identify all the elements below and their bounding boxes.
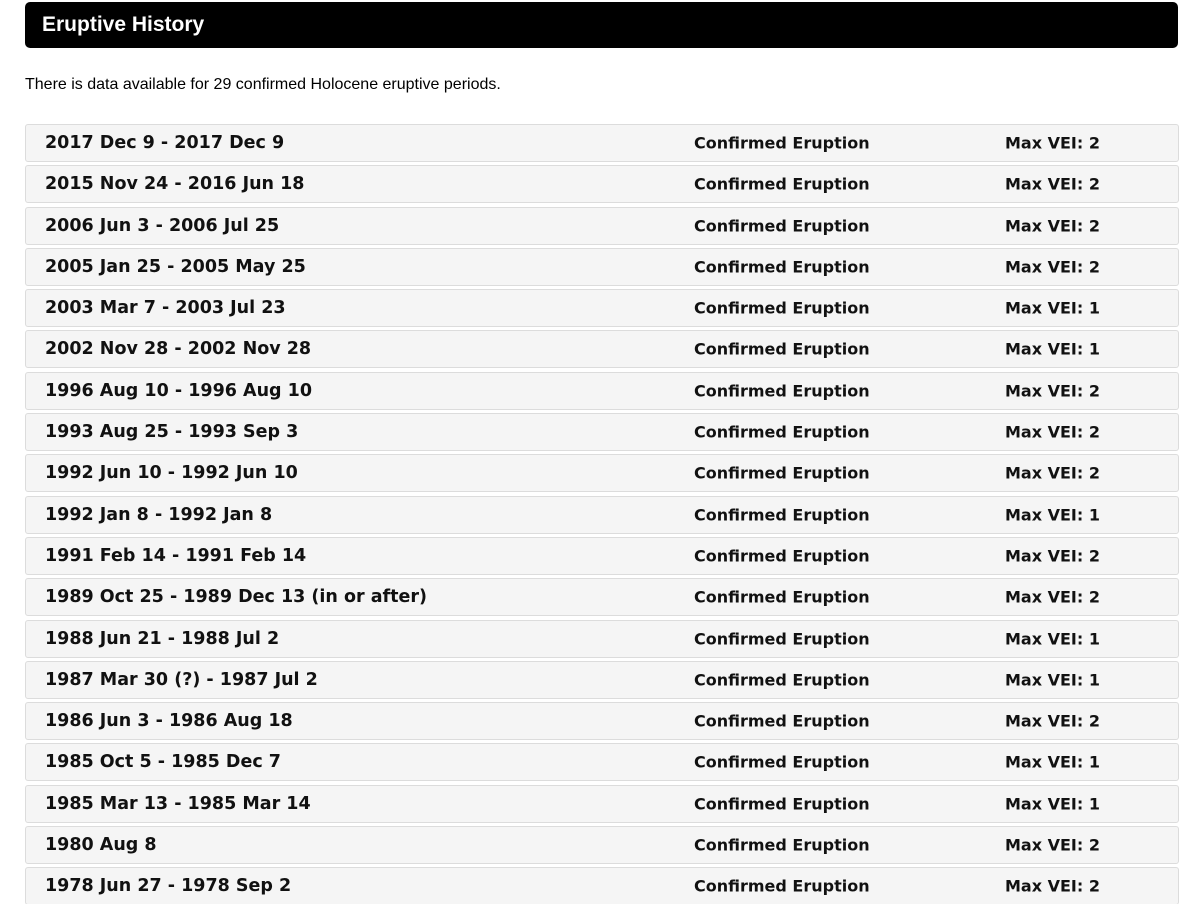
eruption-row[interactable] — [25, 537, 1179, 575]
eruption-dates: 1985 Oct 5 - 1985 Dec 7 — [45, 752, 281, 773]
eruption-row[interactable] — [25, 661, 1179, 699]
eruption-max-vei: Max VEI: 2 — [1005, 876, 1100, 896]
eruption-status: Confirmed Eruption — [694, 298, 870, 318]
eruption-list — [25, 124, 1179, 904]
section-header — [25, 2, 1178, 48]
eruption-dates: 2015 Nov 24 - 2016 Jun 18 — [45, 174, 305, 195]
eruption-row[interactable] — [25, 372, 1179, 410]
eruption-row[interactable] — [25, 702, 1179, 740]
eruption-dates: 1993 Aug 25 - 1993 Sep 3 — [45, 422, 299, 443]
eruption-status: Confirmed Eruption — [694, 711, 870, 731]
eruption-max-vei: Max VEI: 2 — [1005, 546, 1100, 566]
eruption-row[interactable] — [25, 785, 1179, 823]
eruption-status: Confirmed Eruption — [694, 587, 870, 607]
eruption-status: Confirmed Eruption — [694, 257, 870, 277]
eruption-max-vei: Max VEI: 2 — [1005, 133, 1100, 153]
eruption-summary: There is data available for 29 confirmed Holocene eruptive periods. — [25, 76, 501, 93]
eruption-row[interactable] — [25, 867, 1179, 904]
eruption-max-vei: Max VEI: 1 — [1005, 298, 1100, 318]
eruption-row[interactable] — [25, 330, 1179, 368]
eruption-dates: 1985 Mar 13 - 1985 Mar 14 — [45, 793, 311, 814]
eruption-status: Confirmed Eruption — [694, 463, 870, 483]
eruption-dates: 2003 Mar 7 - 2003 Jul 23 — [45, 298, 286, 319]
eruption-status: Confirmed Eruption — [694, 505, 870, 525]
eruption-max-vei: Max VEI: 2 — [1005, 174, 1100, 194]
eruption-dates: 1989 Oct 25 - 1989 Dec 13 (in or after) — [45, 587, 427, 608]
eruption-row[interactable] — [25, 496, 1179, 534]
eruption-status: Confirmed Eruption — [694, 546, 870, 566]
eruption-row[interactable] — [25, 124, 1179, 162]
eruption-max-vei: Max VEI: 1 — [1005, 752, 1100, 772]
eruption-dates: 1992 Jan 8 - 1992 Jan 8 — [45, 504, 273, 525]
eruption-status: Confirmed Eruption — [694, 835, 870, 855]
eruption-dates: 2005 Jan 25 - 2005 May 25 — [45, 256, 306, 277]
eruption-row[interactable] — [25, 248, 1179, 286]
eruption-dates: 1988 Jun 21 - 1988 Jul 2 — [45, 628, 280, 649]
eruption-status: Confirmed Eruption — [694, 876, 870, 896]
eruption-status: Confirmed Eruption — [694, 339, 870, 359]
eruption-status: Confirmed Eruption — [694, 794, 870, 814]
eruption-row[interactable] — [25, 165, 1179, 203]
eruption-status: Confirmed Eruption — [694, 422, 870, 442]
eruption-row[interactable] — [25, 413, 1179, 451]
eruption-status: Confirmed Eruption — [694, 133, 870, 153]
eruption-max-vei: Max VEI: 2 — [1005, 216, 1100, 236]
eruption-max-vei: Max VEI: 2 — [1005, 711, 1100, 731]
eruption-row[interactable] — [25, 578, 1179, 616]
eruption-status: Confirmed Eruption — [694, 174, 870, 194]
eruption-dates: 2002 Nov 28 - 2002 Nov 28 — [45, 339, 312, 360]
eruption-max-vei: Max VEI: 2 — [1005, 463, 1100, 483]
eruption-max-vei: Max VEI: 2 — [1005, 381, 1100, 401]
eruption-status: Confirmed Eruption — [694, 670, 870, 690]
eruption-max-vei: Max VEI: 1 — [1005, 670, 1100, 690]
eruption-dates: 1996 Aug 10 - 1996 Aug 10 — [45, 380, 312, 401]
eruption-dates: 1986 Jun 3 - 1986 Aug 18 — [45, 711, 293, 732]
eruption-dates: 2006 Jun 3 - 2006 Jul 25 — [45, 215, 280, 236]
eruption-status: Confirmed Eruption — [694, 216, 870, 236]
eruption-row[interactable] — [25, 620, 1179, 658]
eruption-dates: 1987 Mar 30 (?) - 1987 Jul 2 — [45, 669, 318, 690]
eruption-row[interactable] — [25, 826, 1179, 864]
eruption-row[interactable] — [25, 454, 1179, 492]
eruption-row[interactable] — [25, 207, 1179, 245]
eruption-max-vei: Max VEI: 1 — [1005, 794, 1100, 814]
eruption-max-vei: Max VEI: 2 — [1005, 587, 1100, 607]
section-title: Eruptive History — [42, 13, 205, 36]
eruption-max-vei: Max VEI: 2 — [1005, 257, 1100, 277]
eruption-status: Confirmed Eruption — [694, 629, 870, 649]
eruption-max-vei: Max VEI: 1 — [1005, 629, 1100, 649]
eruption-dates: 2017 Dec 9 - 2017 Dec 9 — [45, 133, 285, 153]
eruption-row[interactable] — [25, 743, 1179, 781]
eruption-dates: 1991 Feb 14 - 1991 Feb 14 — [45, 545, 307, 566]
eruption-dates: 1980 Aug 8 — [45, 835, 157, 856]
eruption-max-vei: Max VEI: 1 — [1005, 505, 1100, 525]
eruption-status: Confirmed Eruption — [694, 752, 870, 772]
eruption-status: Confirmed Eruption — [694, 381, 870, 401]
eruption-dates: 1992 Jun 10 - 1992 Jun 10 — [45, 463, 298, 484]
eruption-row[interactable] — [25, 289, 1179, 327]
eruption-max-vei: Max VEI: 2 — [1005, 835, 1100, 855]
eruption-max-vei: Max VEI: 1 — [1005, 339, 1100, 359]
eruption-max-vei: Max VEI: 2 — [1005, 422, 1100, 442]
eruption-dates: 1978 Jun 27 - 1978 Sep 2 — [45, 876, 292, 897]
